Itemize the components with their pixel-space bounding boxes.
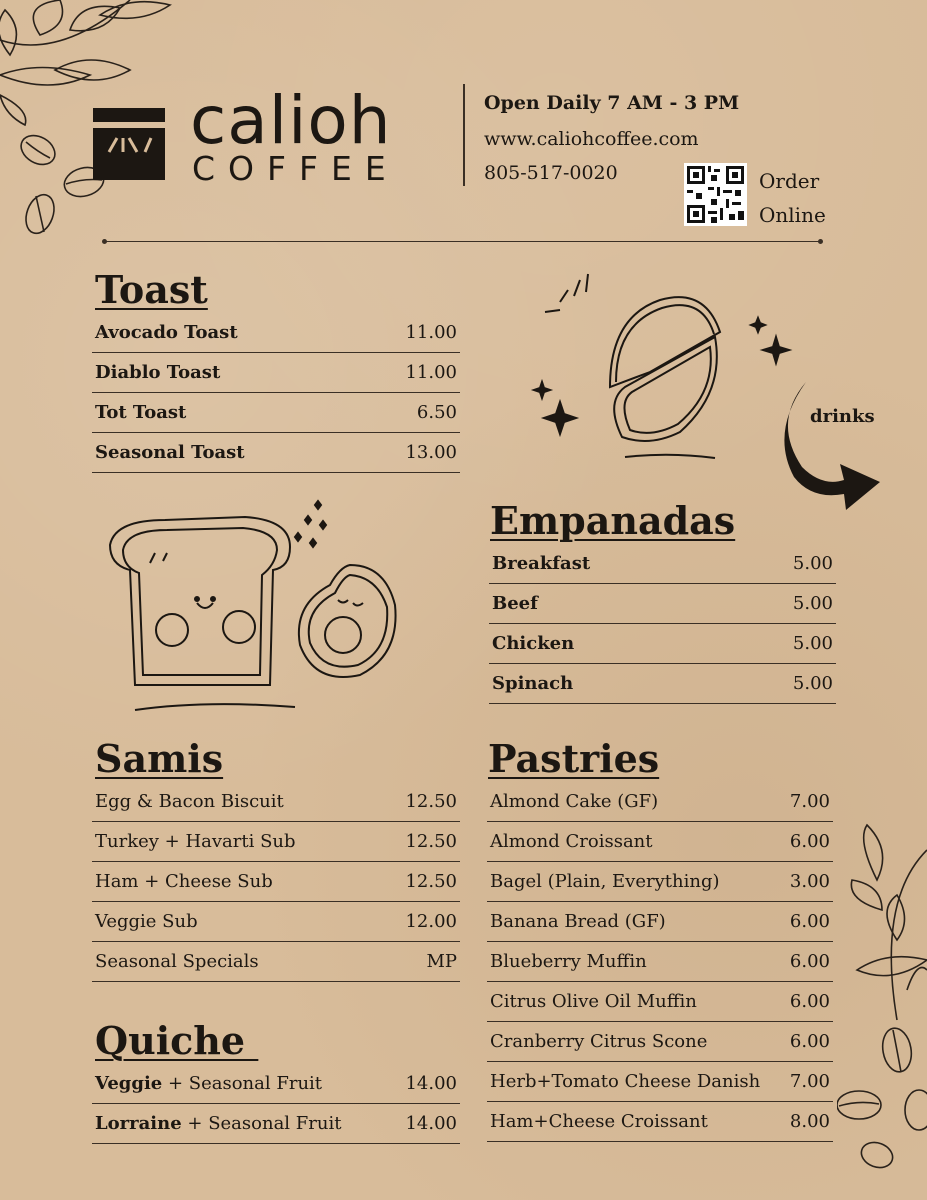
drinks-arrow-icon[interactable] xyxy=(782,382,882,512)
item-price: 12.50 xyxy=(405,791,457,812)
menu-item xyxy=(92,902,460,942)
menu-item xyxy=(487,822,833,862)
menu-item xyxy=(92,313,460,353)
order-line-1: Order xyxy=(759,169,820,193)
item-name xyxy=(95,1113,341,1134)
item-name: Spinach xyxy=(492,673,574,694)
item-name: Beef xyxy=(492,593,538,614)
item-price: 7.00 xyxy=(789,791,830,812)
menu-item xyxy=(487,1062,833,1102)
item-name: Blueberry Muffin xyxy=(490,951,647,972)
menu-item xyxy=(487,782,833,822)
item-price: 7.00 xyxy=(789,1071,830,1092)
item-lead: Veggie xyxy=(95,1073,163,1094)
menu-item xyxy=(487,862,833,902)
pastries-section xyxy=(487,736,833,1142)
item-rest: + Seasonal Fruit xyxy=(181,1113,342,1134)
item-price: 12.50 xyxy=(405,871,457,892)
menu-item xyxy=(92,862,460,902)
qr-code-icon[interactable] xyxy=(684,163,747,226)
item-name: Bagel (Plain, Everything) xyxy=(490,871,720,892)
menu-item xyxy=(92,942,460,982)
item-name: Cranberry Citrus Scone xyxy=(490,1031,708,1052)
menu-item xyxy=(92,822,460,862)
pastries-list xyxy=(487,782,833,1142)
toast-avocado-illustration xyxy=(105,495,405,720)
item-price: 5.00 xyxy=(792,593,833,614)
item-price: 12.00 xyxy=(405,911,457,932)
item-name xyxy=(95,1073,322,1094)
item-name: Almond Cake (GF) xyxy=(490,791,659,812)
leaf-decoration-bottom-right xyxy=(837,820,927,1200)
menu-item xyxy=(489,664,836,704)
item-name: Egg & Bacon Biscuit xyxy=(95,791,284,812)
brand-logo-icon xyxy=(93,108,165,180)
item-lead: Lorraine xyxy=(95,1113,182,1134)
brand-name: calioh xyxy=(190,82,392,159)
drinks-label[interactable]: drinks xyxy=(810,406,875,427)
item-price: 8.00 xyxy=(789,1111,830,1132)
item-price: 11.00 xyxy=(405,322,457,343)
item-name: Veggie Sub xyxy=(95,911,198,932)
item-price: 6.00 xyxy=(789,911,830,932)
menu-item xyxy=(92,393,460,433)
item-name: Ham + Cheese Sub xyxy=(95,871,273,892)
item-price: 6.00 xyxy=(789,951,830,972)
section-title-toast: Toast xyxy=(95,267,208,312)
samis-list xyxy=(92,782,460,982)
item-name: Seasonal Toast xyxy=(95,442,245,463)
phone-number[interactable]: 805-517-0020 xyxy=(484,162,618,184)
item-name: Diablo Toast xyxy=(95,362,221,383)
item-price: 5.00 xyxy=(792,633,833,654)
menu-item xyxy=(487,982,833,1022)
item-price: 14.00 xyxy=(405,1113,457,1134)
menu-item xyxy=(487,942,833,982)
item-price: 12.50 xyxy=(405,831,457,852)
order-online-label[interactable] xyxy=(759,164,826,232)
section-title-quiche: Quiche xyxy=(95,1018,259,1063)
menu-item xyxy=(487,1102,833,1142)
item-price: 14.00 xyxy=(405,1073,457,1094)
item-price: 13.00 xyxy=(405,442,457,463)
item-price: 6.00 xyxy=(789,1031,830,1052)
item-rest: + Seasonal Fruit xyxy=(162,1073,323,1094)
menu-item xyxy=(92,782,460,822)
item-price: 3.00 xyxy=(789,871,830,892)
brand-subtitle: COFFEE xyxy=(192,149,399,188)
section-title-samis: Samis xyxy=(95,736,224,781)
samis-section xyxy=(92,736,460,982)
order-line-2: Online xyxy=(759,203,826,227)
item-price: MP xyxy=(426,951,457,972)
item-name: Chicken xyxy=(492,633,575,654)
item-price: 6.50 xyxy=(416,402,457,423)
item-name: Citrus Olive Oil Muffin xyxy=(490,991,697,1012)
menu-item xyxy=(92,353,460,393)
item-price: 11.00 xyxy=(405,362,457,383)
section-title-empanadas: Empanadas xyxy=(490,498,736,543)
menu-item xyxy=(489,584,836,624)
item-name: Avocado Toast xyxy=(95,322,238,343)
empanada-illustration xyxy=(530,262,800,472)
item-name: Banana Bread (GF) xyxy=(490,911,666,932)
toast-section xyxy=(92,267,460,473)
item-name: Ham+Cheese Croissant xyxy=(490,1111,708,1132)
menu-item xyxy=(92,1064,460,1104)
menu-item xyxy=(489,544,836,584)
item-price: 6.00 xyxy=(789,991,830,1012)
item-price: 6.00 xyxy=(789,831,830,852)
item-name: Tot Toast xyxy=(95,402,187,423)
item-price: 5.00 xyxy=(792,553,833,574)
item-name: Seasonal Specials xyxy=(95,951,259,972)
item-name: Almond Croissant xyxy=(490,831,653,852)
empanadas-list xyxy=(489,544,836,704)
menu-item xyxy=(487,902,833,942)
quiche-section xyxy=(92,1018,460,1144)
header-rule xyxy=(104,241,821,242)
header-divider xyxy=(463,84,465,186)
item-name: Herb+Tomato Cheese Danish xyxy=(490,1071,761,1092)
menu-item xyxy=(92,1104,460,1144)
empanadas-section xyxy=(489,498,836,704)
quiche-list xyxy=(92,1064,460,1144)
menu-item xyxy=(487,1022,833,1062)
item-name: Breakfast xyxy=(492,553,591,574)
item-name: Turkey + Havarti Sub xyxy=(95,831,296,852)
item-price: 5.00 xyxy=(792,673,833,694)
website-link[interactable]: www.caliohcoffee.com xyxy=(484,128,699,150)
menu-item xyxy=(489,624,836,664)
section-title-pastries: Pastries xyxy=(488,736,660,781)
menu-item xyxy=(92,433,460,473)
opening-hours: Open Daily 7 AM - 3 PM xyxy=(484,92,740,114)
toast-list xyxy=(92,313,460,473)
